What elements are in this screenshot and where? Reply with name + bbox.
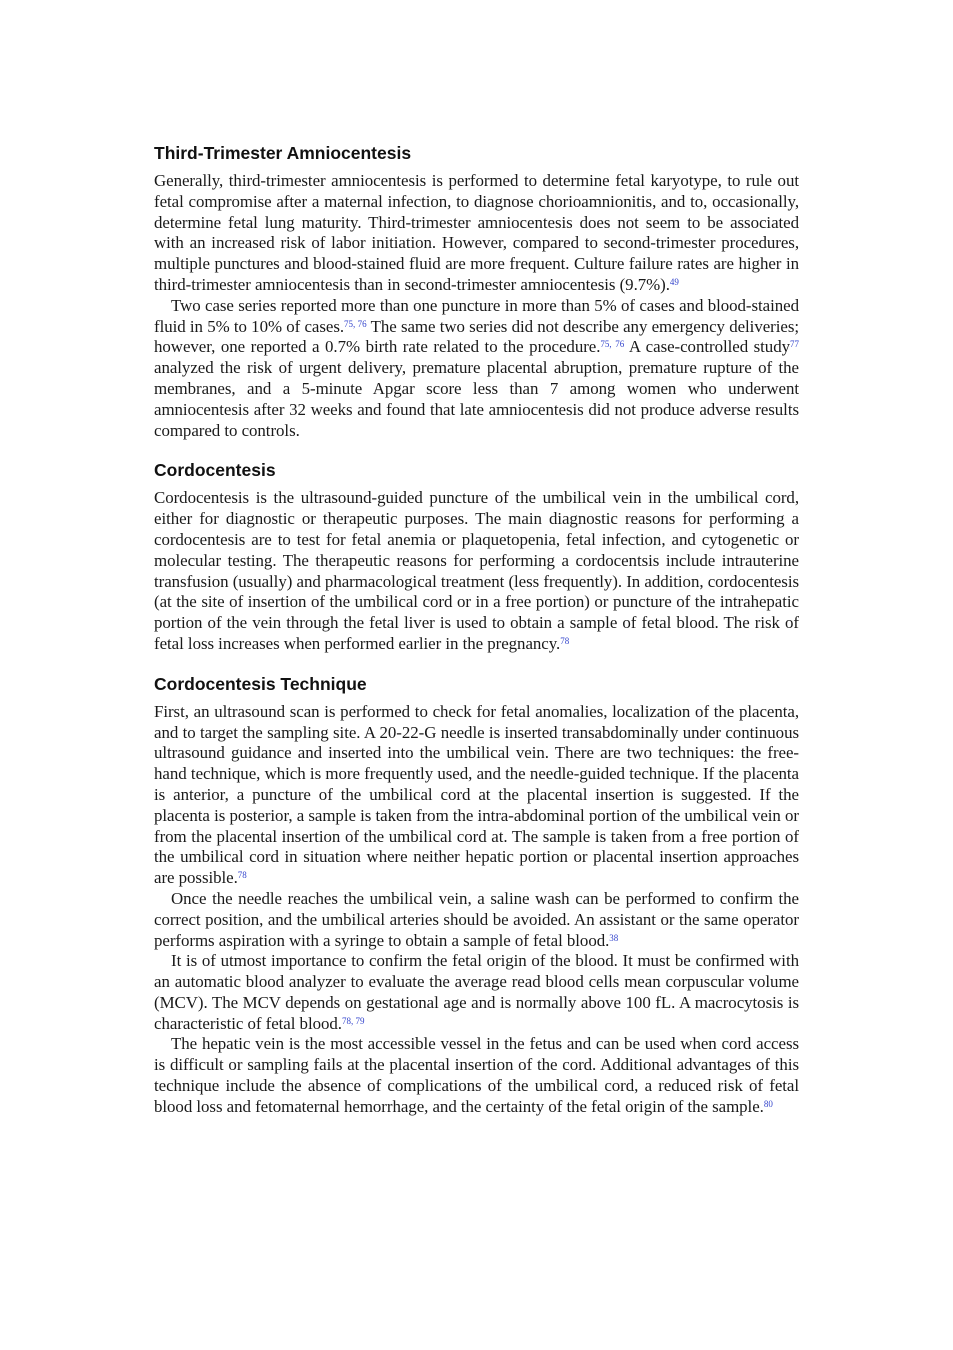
body-paragraph bbox=[154, 171, 799, 296]
reference-citation[interactable]: 75, 76 bbox=[600, 339, 625, 350]
text-run: analyzed the risk of urgent delivery, premature placental abruption, premature rupture of the membranes, and a 5-minute Apgar score less than 7 among women who underwent amniocentesis after 32 weeks and found that late amniocentesis did not produce adverse results compared to controls. bbox=[154, 358, 799, 440]
reference-citation[interactable]: 78, 79 bbox=[341, 1015, 365, 1026]
section bbox=[154, 142, 799, 441]
body-paragraph bbox=[154, 889, 799, 951]
text-run: The same two series did not describe any emergency deliveries; however, one reported a 0.7% birth rate related to the procedure. bbox=[154, 316, 799, 357]
reference-citation[interactable]: 38 bbox=[609, 932, 619, 943]
section bbox=[154, 673, 799, 1118]
body-paragraph bbox=[154, 488, 799, 654]
reference-citation[interactable]: 80 bbox=[763, 1098, 773, 1109]
body-paragraph bbox=[154, 296, 799, 442]
body-paragraph bbox=[154, 1034, 799, 1117]
section-heading: Cordocentesis Technique bbox=[154, 673, 367, 694]
reference-citation[interactable]: 78 bbox=[237, 870, 247, 881]
section bbox=[154, 459, 799, 654]
text-run: It is of utmost importance to confirm the fetal origin of the blood. It must be confirmed with an automatic blood analyzer to evaluate the average read blood cells mean corpuscular volume (MCV). The MCV depends on gestational age and is normally above 100 fL. A macrocytosis is characteristic of fetal blood. bbox=[154, 951, 799, 1033]
text-run: Two case series reported more than one puncture in more than 5% of cases and blood-stained fluid in 5% to 10% of cases. bbox=[154, 295, 799, 336]
text-run: Generally, third-trimester amniocentesis is performed to determine fetal karyotype, to rule out fetal compromise after a maternal infection, to diagnose chorioamnionitis, and to, occasionally, determine fetal lung maturity. Third-trimester amniocentesis does not seem to be associated with an increased risk of labor initiation. However, compared to second-trimester procedures, multiple punctures and blood-stained fluid are more frequent. Culture failure rates are higher in third-trimester amniocentesis than in second-trimester amniocentesis (9.7%). bbox=[154, 171, 799, 294]
text-run: Once the needle reaches the umbilical vein, a saline wash can be performed to confirm the correct position, and the umbilical arteries should be avoided. An assistant or the same operator performs aspiration with a syringe to obtain a sample of fetal blood. bbox=[154, 888, 799, 950]
text-run: Cordocentesis is the ultrasound-guided puncture of the umbilical vein in the umbilical cord, either for diagnostic or therapeutic purposes. The main diagnostic reasons for performing a cordocentesis are to test for fetal anemia or plaquetopenia, fetal infection, and cytogenetic or molecular testing. The therapeutic reasons for performing a cordocentsis include intrauterine transfusion (usually) and pharmacological treatment (less frequently). In addition, cordocentesis (at the site of insertion of the umbilical cord or in a free portion) or puncture of the intrahepatic portion of the vein through the fetal liver is used to obtain a sample of fetal blood. The risk of fetal loss increases when performed earlier in the pregnancy. bbox=[154, 488, 799, 653]
body-paragraph bbox=[154, 702, 799, 889]
document-page bbox=[154, 142, 799, 1118]
text-run: The hepatic vein is the most accessible vessel in the fetus and can be used when cord access is difficult or sampling fails at the placental insertion of the cord. Additional advantages of this technique include the absence of complications of the umbilical cord, a reduced risk of fetal blood loss and fetomaternal hemorrhage, and the certainty of the fetal origin of the sample. bbox=[154, 1034, 799, 1116]
reference-citation[interactable]: 49 bbox=[669, 276, 679, 287]
reference-citation[interactable]: 77 bbox=[790, 339, 799, 350]
reference-citation[interactable]: 78 bbox=[560, 635, 570, 646]
text-run: A case-controlled study bbox=[624, 337, 790, 357]
body-paragraph bbox=[154, 951, 799, 1034]
section-heading: Third-Trimester Amniocentesis bbox=[154, 143, 412, 163]
section-heading: Cordocentesis bbox=[154, 460, 276, 481]
reference-citation[interactable]: 75, 76 bbox=[344, 318, 367, 329]
text-run: First, an ultrasound scan is performed to check for fetal anomalies, localization of the placenta, and to target the sampling site. A 20-22-G needle is inserted transabdominally under continuous ultrasound guidance and inserted into the umbilical vein. There are two techniques: the free-hand technique, which is more frequently used, and the needle-guided technique. If the placenta is anterior, a puncture of the umbilical cord at the placental insertion is suggested. If the placenta is posterior, a sample is taken from the intra-abdominal portion of the umbilical vein or from the placental insertion of the umbilical cord at. The sample is taken from a free portion of the umbilical cord in situation where neither hepatic portion or placental insertion approaches are possible. bbox=[154, 701, 799, 888]
